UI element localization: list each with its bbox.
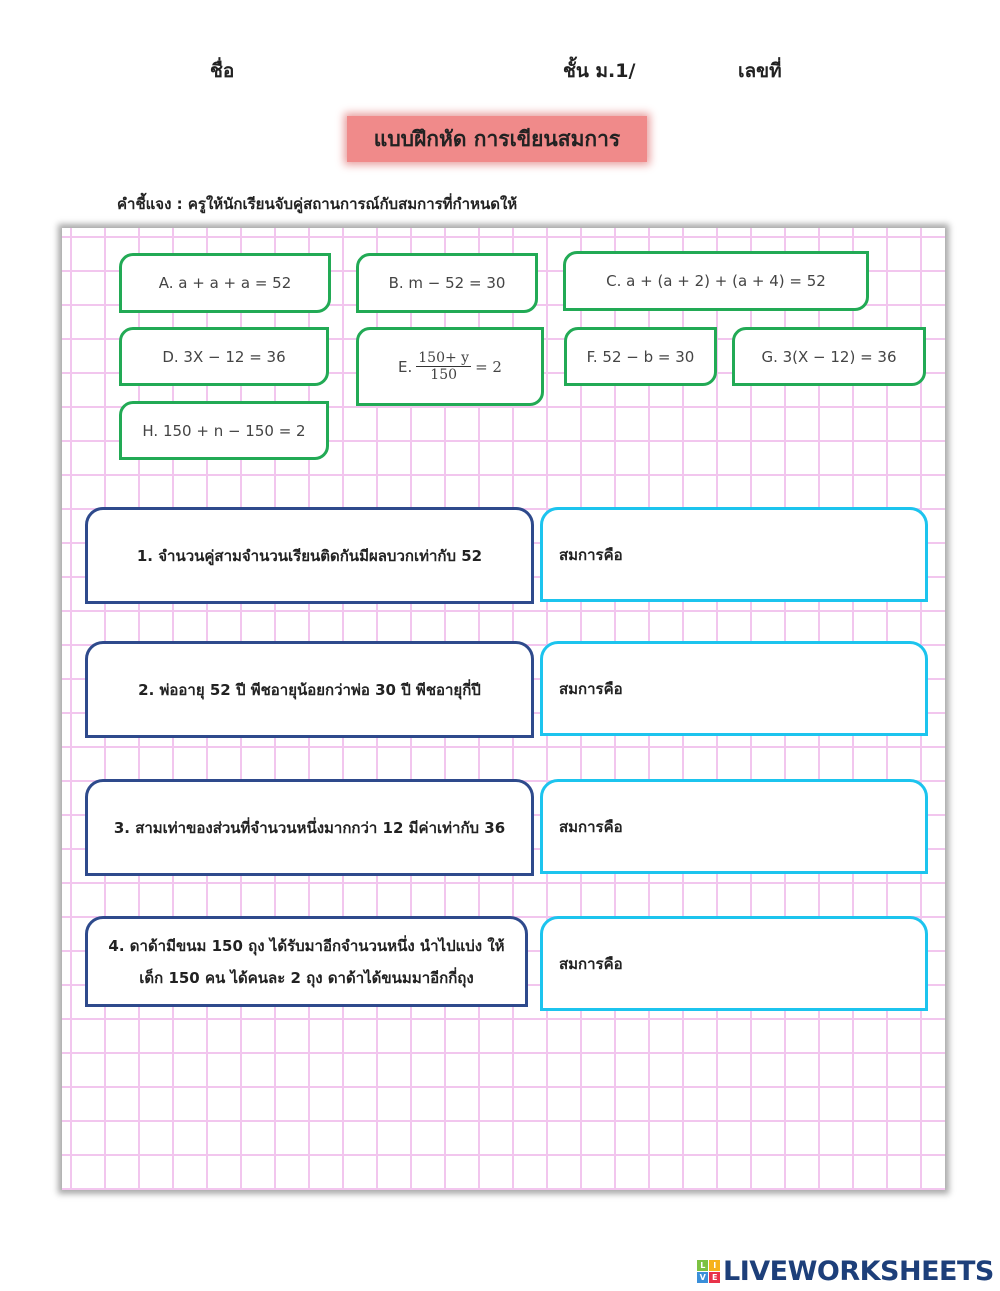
instruction: คำชี้แจง : ครูให้นักเรียนจับคู่สถานการณ์กับสมการที่กำหนดให้ (117, 195, 518, 213)
answer-box-3[interactable]: สมการคือ (540, 779, 928, 874)
answer-box-1[interactable]: สมการคือ (540, 507, 928, 602)
answer-box-4[interactable]: สมการคือ (540, 916, 928, 1011)
answer-box-2[interactable]: สมการคือ (540, 641, 928, 736)
equation-card-e[interactable] (356, 327, 544, 406)
question-2: 2. พ่ออายุ 52 ปี พีชอายุน้อยกว่าพ่อ 30 ปี พีชอายุกี่ปี (85, 641, 534, 738)
question-4: 4. ดาด้ามีขนม 150 ถุง ได้รับมาอีกจำนวนหนึ่ง นำไปแบ่ง ให้เด็ก 150 คน ได้คนละ 2 ถุง ดาด้าได้ขนมมาอีกกี่ถุง (85, 916, 528, 1007)
equation-e-prefix: E. (398, 357, 413, 376)
equation-card-c[interactable]: C. a + (a + 2) + (a + 4) = 52 (563, 251, 869, 311)
badge-letter: I (709, 1260, 720, 1271)
question-3: 3. สามเท่าของส่วนที่จำนวนหนึ่งมากกว่า 12 มีค่าเท่ากับ 36 (85, 779, 534, 876)
page-title: แบบฝึกหัด การเขียนสมการ (347, 116, 647, 162)
equation-card-a[interactable]: A. a + a + a = 52 (119, 253, 331, 313)
equation-card-b[interactable]: B. m − 52 = 30 (356, 253, 538, 313)
liveworksheets-logo (697, 1256, 994, 1287)
number-label: เลขที่ (738, 60, 782, 82)
class-label: ชั้น ม.1/ (563, 60, 636, 82)
fraction-numerator: 150+ y (418, 350, 470, 366)
badge-letter: L (697, 1260, 708, 1271)
live-badge-icon (697, 1260, 720, 1283)
question-1: 1. จำนวนคู่สามจำนวนเรียนติดกันมีผลบวกเท่ากับ 52 (85, 507, 534, 604)
equation-e-fraction (416, 350, 471, 383)
badge-letter: E (709, 1272, 720, 1283)
fraction-denominator: 150 (430, 367, 458, 383)
name-label: ชื่อ (210, 60, 235, 82)
logo-text: LIVEWORKSHEETS (723, 1256, 994, 1287)
equation-card-d[interactable]: D. 3X − 12 = 36 (119, 327, 329, 386)
equation-e-rhs: = 2 (475, 357, 502, 376)
equation-card-f[interactable]: F. 52 − b = 30 (564, 327, 717, 386)
badge-letter: V (697, 1272, 708, 1283)
equation-card-g[interactable]: G. 3(X − 12) = 36 (732, 327, 926, 386)
equation-card-h[interactable]: H. 150 + n − 150 = 2 (119, 401, 329, 460)
